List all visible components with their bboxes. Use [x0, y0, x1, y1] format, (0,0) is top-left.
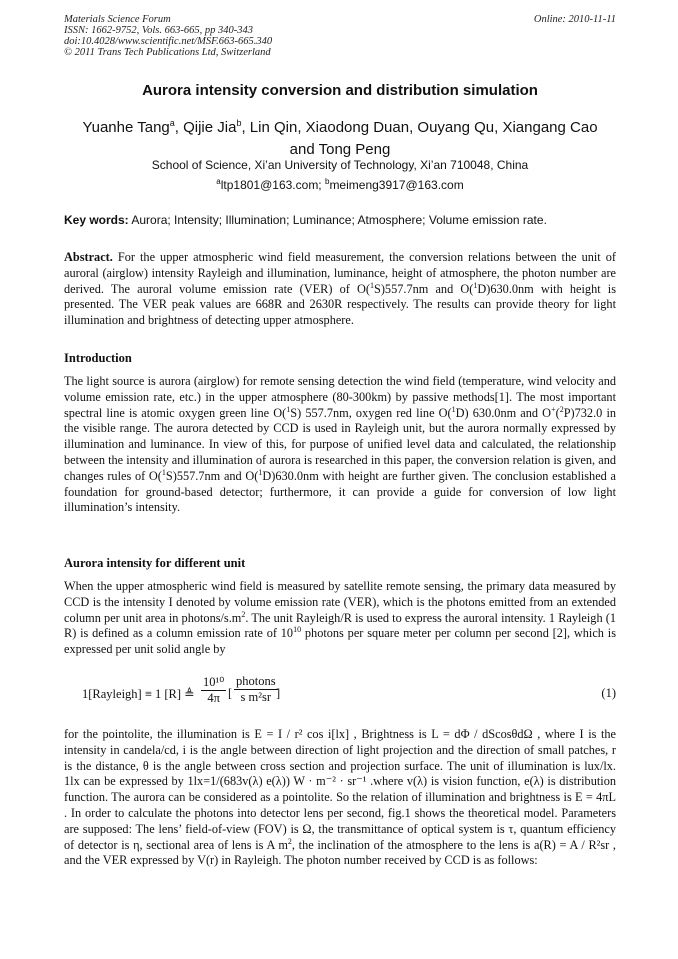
section-text: for the pointolite, the illumination is E = I / r² cos i[lx] , Brightness is L = dΦ / dScosθdΩ , where I is the intensity in candela/cd, i is the angle between direction of light projection and the direction of small patches, r is the distance, θ is the angle between cross section and projection surface. The unit of illumination is lux/lx. 1lx can be expressed by 1lx=1/(683v(λ) e(λ)) W · m⁻² · sr⁻¹ .where v(λ) is vision function, e(λ) is distribution function. The aurora can be considered as a pointolite. So the relation of illumination and brightness is E = 4πL . In order to calculate the photons into detector lens per second, fig.1 shows the theoretical model. Parameters are supposed: The lens’ field-of-view (FOV) is Ω, the transmittance of optical system is τ, quantum efficiency of detector is η, sectional area of lens is A m: [64, 727, 616, 852]
superscript: 2: [241, 609, 246, 619]
fraction-ten-over-four-pi: [201, 674, 226, 706]
email-b-marker: b: [324, 177, 330, 186]
superscript: +: [551, 404, 556, 414]
bracket-open: [: [228, 686, 233, 700]
fraction-numerator: 10¹⁰: [203, 675, 225, 689]
superscript: 2: [559, 404, 564, 414]
superscript: 1: [161, 467, 166, 477]
superscript: 1: [451, 404, 456, 414]
email-a-marker: a: [216, 177, 221, 186]
aurora-unit-paragraph: [64, 579, 616, 658]
intro-text: The light source is aurora (airglow) for remote sensing detection the wind field (temperature, wind velocity and volume emission rate, etc.) in the upper atmosphere (80-300km) by passive methods[1]. The most important spectral line is atomic oxygen green line O(: [64, 374, 616, 420]
author-emails: [64, 177, 616, 192]
online-date: Online: 2010-11-11: [533, 14, 616, 25]
fraction-units: [234, 674, 281, 705]
paper-title: Aurora intensity conversion and distribution simulation: [142, 82, 538, 99]
intro-text: S) 557.7nm, oxygen red line O(: [290, 405, 452, 420]
email-a: ltp1801@163.com;: [220, 178, 325, 192]
abstract: [64, 250, 616, 329]
abstract-text: D)630.0nm with height is presented. The VER peak values are 668R and 2630R respectively. The results can provide theory for light illumination and brightness of detecting upper atmosphere.: [64, 281, 616, 328]
fraction-numerator: photons: [236, 674, 276, 688]
intro-text: S)557.7nm and O(: [165, 468, 259, 483]
section-heading-aurora-unit: Aurora intensity for different unit: [64, 556, 246, 570]
keywords-text: Aurora; Intensity; Illumination; Luminance; Atmosphere; Volume emission rate.: [128, 213, 547, 227]
journal-header: [64, 14, 616, 58]
section-text: . The unit Rayleigh/R is used to express the auroral intensity. 1 Rayleigh (1 R) is defined as a column emission rate of 10: [64, 610, 616, 641]
section-text: When the upper atmospheric wind field is measured by satellite remote sensing, the primary data measured by CCD is the intensity I denoted by volume emission rate (VER), which is the photons emitted from an extended column per unit area in photons/s.m: [64, 579, 616, 625]
intro-text: D) 630.0nm and O: [455, 405, 552, 420]
email-b: meimeng3917@163.com: [329, 178, 464, 192]
author-1-affil: a: [169, 118, 175, 128]
superscript: 1: [286, 404, 291, 414]
superscript: 1: [258, 467, 263, 477]
keywords-label: Key words:: [64, 213, 129, 227]
intro-text: (: [555, 405, 560, 420]
author-1: Yuanhe Tang: [82, 119, 170, 136]
superscript: 10: [293, 625, 302, 635]
section-text: photons per square meter per column per second [2], which is expressed per unit solid angle by: [64, 626, 616, 657]
copyright-line: © 2011 Trans Tech Publications Ltd, Switzerland: [64, 47, 271, 58]
author-list: [64, 112, 616, 161]
abstract-label: Abstract.: [64, 250, 113, 264]
abstract-text: S)557.7nm and O(: [373, 281, 474, 296]
equation-1: [64, 672, 616, 716]
authors-rest-2: and Tong Peng: [289, 141, 391, 158]
superscript: 2: [287, 836, 292, 846]
continuation-paragraph: [64, 727, 616, 869]
keywords: [64, 213, 616, 227]
issn-line: ISSN: 1662-9752, Vols. 663-665, pp 340-343: [64, 25, 253, 36]
fraction-denominator: 4π: [207, 691, 220, 705]
superscript: 1: [473, 280, 478, 290]
authors-rest-1: , Lin Qin, Xiaodong Duan, Ouyang Qu, Xiangang Cao: [241, 119, 598, 136]
introduction-paragraph: [64, 374, 616, 516]
fraction-denominator: s m²sr: [240, 690, 272, 704]
affiliation: School of Science, Xi’an University of Technology, Xi’an 710048, China: [151, 158, 529, 172]
section-text: , the inclination of the atmosphere to the lens is a(R) = A / R²sr , and the VER expressed by V(r) in Rayleigh. The photon number received by CCD is as follows:: [64, 837, 616, 868]
journal-name: Materials Science Forum: [64, 14, 171, 25]
author-2-affil: b: [236, 118, 242, 128]
doi-line: doi:10.4028/www.scientific.net/MSF.663-665.340: [64, 36, 273, 47]
intro-text: D)630.0nm with height are further given. The conclusion established a foundation for ground-based detector; furthermore, it can provide a guide for conversion of low light illumination’s intensity.: [64, 468, 616, 515]
abstract-text: For the upper atmospheric wind field measurement, the conversion relations between the unit of auroral (airglow) intensity Rayleigh and illumination, luminance, height of atmosphere, the photon number are derived. The auroral volume emission rate (VER) of O(: [64, 250, 616, 296]
intro-text: P)732.0 in the visible range. The aurora detected by CCD is used in Rayleigh unit, but the aurora normally expressed by illumination and luminance. In view of this, for purpose of unified level data and calculated, the relationship between the intensity and illumination of aurora is researched in this paper, the conversion relation is given, and changes rules of O(: [64, 405, 617, 483]
equation-lhs: 1[Rayleigh] ≡ 1 [R] ≜: [82, 687, 195, 701]
author-2: , Qijie Jia: [174, 119, 237, 136]
section-heading-introduction: Introduction: [64, 351, 132, 365]
bracket-close: ]: [276, 686, 281, 700]
equation-number: (1): [601, 686, 616, 700]
superscript: 1: [369, 280, 374, 290]
